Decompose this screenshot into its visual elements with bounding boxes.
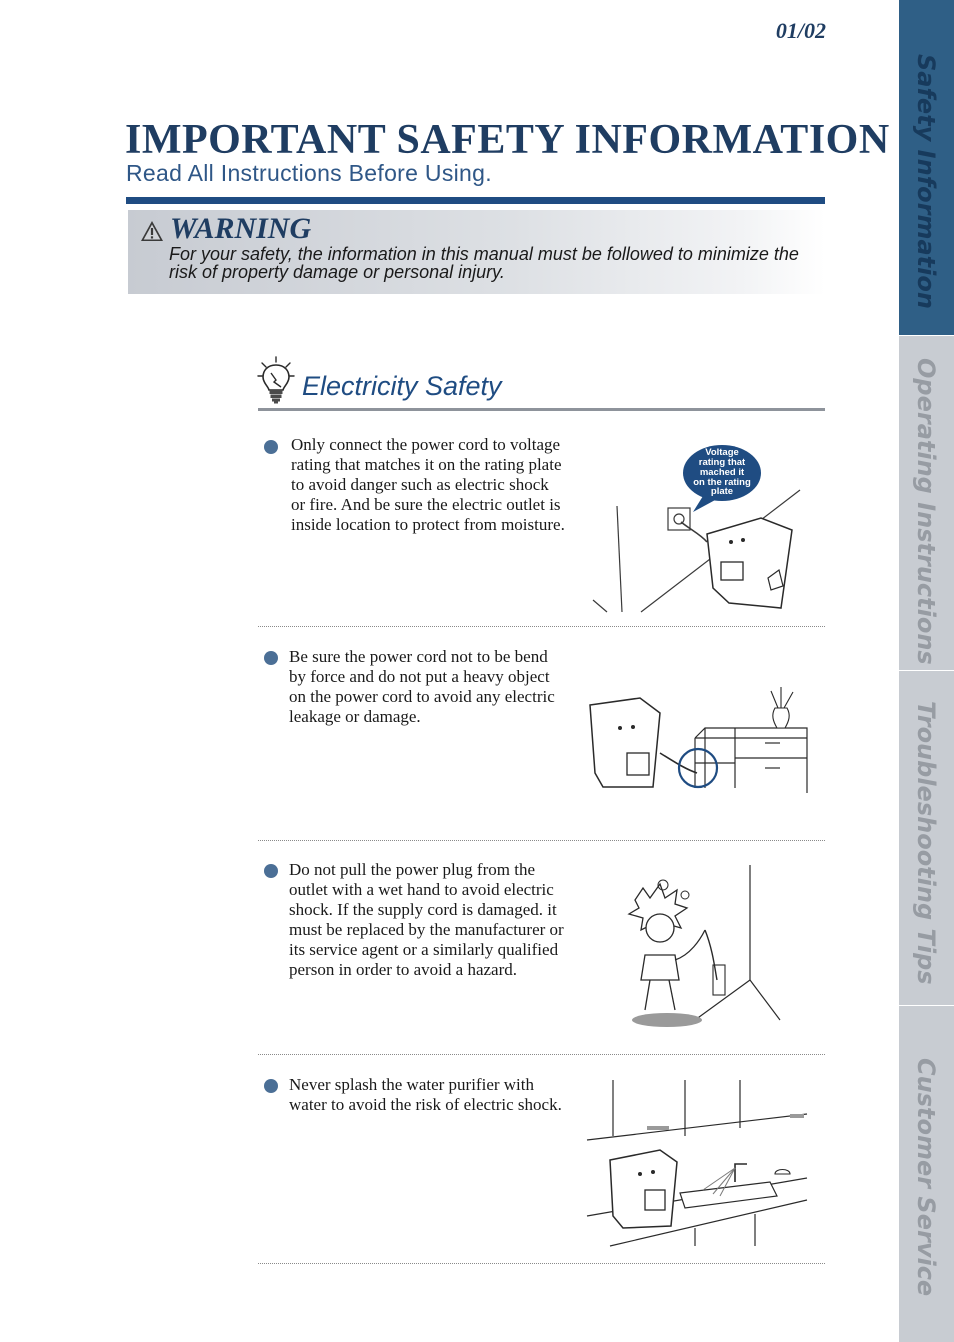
item-bullet [264,651,278,665]
item-divider [258,840,825,841]
sidebar-tab-operating-instructions[interactable] [899,336,954,671]
sidebar-tab-label: Customer Service [912,1058,940,1297]
page-number: 01/02 [775,18,826,43]
page-subtitle: Read All Instructions Before Using. [126,160,492,186]
callout-line: plate [710,486,734,497]
item-divider [258,1054,825,1055]
sidebar-tab-label: Troubleshooting Tips [912,701,940,985]
water-splash-illustration [585,1078,810,1250]
callout-line: mached it [699,467,745,478]
item-bullet [264,440,278,454]
item-text: Only connect the power cord to voltage rating that matches it on the rating plate to avoid danger such as electric shock or fire. And be sure the electric outlet is inside location to protect from moisture. [291,435,565,534]
warning-title: WARNING [170,212,312,245]
item-bullet [264,1079,278,1093]
sidebar-tab-troubleshooting-tips[interactable] [899,671,954,1006]
section-title: Electricity Safety [302,371,502,401]
item-divider [258,626,825,627]
sidebar-tab-customer-service[interactable] [899,1006,954,1342]
item-text: Do not pull the power plug from the outlet with a wet hand to avoid electric shock. If the supply cord is damaged. it must be replaced by the manufacturer or its service agent or a similarly qualified person in order to avoid a hazard. [289,860,564,979]
sidebar-tab-label: Safety Information [912,54,940,309]
warning-text: For your safety, the information in this manual must be followed to minimize the risk of property damage or personal injury. [169,244,799,282]
page-title: IMPORTANT SAFETY INFORMATION [125,117,890,163]
power-plug-illustration [585,438,810,618]
callout-line: Voltage [705,447,739,458]
power-cord-illustration [585,683,810,793]
item-divider [258,1263,825,1264]
sidebar [899,0,954,1342]
lightbulb-icon [257,356,295,406]
warning-triangle-icon [140,220,164,242]
callout-line: rating that [698,457,746,468]
warning-box [128,210,825,294]
item-text: Be sure the power cord not to be bend by force and do not put a heavy object on the power cord to avoid any electric leakage or damage. [289,647,555,726]
sidebar-tab-label: Operating Instructions [912,358,940,665]
section-rule [258,408,825,411]
wet-hand-shock-illustration [605,860,810,1032]
sidebar-tab-safety-information[interactable] [899,0,954,336]
callout-line: on the rating [693,477,751,488]
item-bullet [264,864,278,878]
item-text: Never splash the water purifier with water to avoid the risk of electric shock. [289,1075,562,1114]
title-rule [126,197,825,204]
